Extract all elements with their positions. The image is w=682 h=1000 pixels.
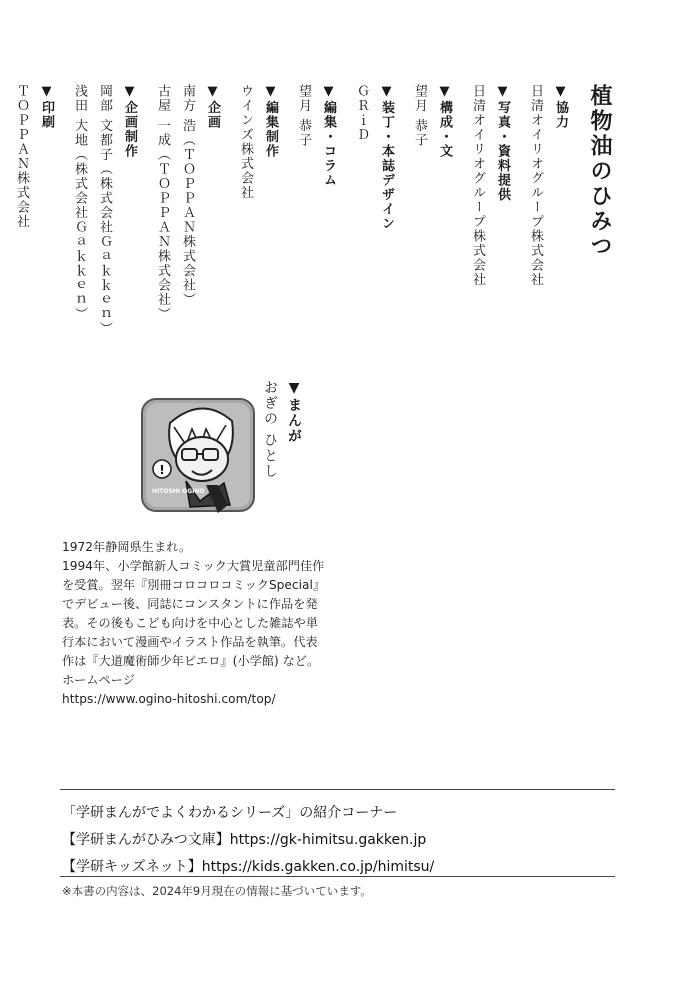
series-link-himitsu[interactable]: 【学研まんがひみつ文庫】https://gk-himitsu.gakken.jp [62, 832, 427, 848]
top-divider [60, 789, 615, 790]
credit-value: 浅田 大地（株式会社Ｇａｋｋｅｎ） [72, 84, 87, 322]
credit-value: 南方 浩（ＴＯＰＰＡＮ株式会社） [180, 84, 195, 308]
credit-heading: ▼編集・コラム [321, 84, 336, 188]
credit-heading: ▼構成・文 [437, 84, 452, 159]
credit-value: 古屋 一成（ＴＯＰＰＡＮ株式会社） [155, 84, 170, 322]
credits-block [1, 84, 612, 544]
series-intro [62, 800, 434, 881]
credit-heading: ▼編集制作 [263, 84, 278, 159]
footnote: ※本書の内容は、2024年9月現在の情報に基づいています。 [62, 884, 372, 898]
credit-value: ＧＲｉＤ [354, 84, 369, 142]
bio-line: 行本において漫画やイラスト作品を執筆。代表 [62, 635, 318, 649]
credit-value: 望月 恭子 [296, 84, 311, 148]
manga-artist-name: おぎの ひとし [262, 380, 278, 479]
book-title: 植物油のひみつ [587, 84, 612, 259]
manga-credit [258, 380, 306, 520]
homepage-link[interactable]: https://www.ogino-hitoshi.com/top/ [62, 692, 276, 706]
bio-line: 1972年静岡県生まれ。 [62, 540, 192, 554]
artist-bio [62, 538, 352, 709]
credit-value: ウインズ株式会社 [238, 84, 253, 200]
credit-value: 岡部 文都子（株式会社Ｇａｋｋｅｎ） [97, 84, 112, 337]
bio-line: でデビュー後、同誌にコンスタントに作品を発 [62, 597, 318, 611]
bio-line: ホームページ [62, 673, 135, 687]
bio-line: を受賞。翌年『別冊コロコロコミックSpecial』 [62, 578, 326, 592]
bio-line: 1994年、小学館新人コミック大賞児童部門佳作 [62, 559, 325, 573]
series-heading: 「学研まんがでよくわかるシリーズ」の紹介コーナー [62, 805, 398, 821]
credit-heading: ▼印刷 [39, 84, 54, 130]
bottom-divider [60, 876, 615, 877]
series-link-kidsnet[interactable]: 【学研キッズネット】https://kids.gakken.co.jp/himitsu/ [62, 859, 435, 875]
credit-heading: ▼写真・資料提供 [495, 84, 510, 202]
svg-text:!: ! [159, 463, 165, 477]
credit-heading: ▼協力 [553, 84, 568, 130]
credit-value: 日清オイリオグループ株式会社 [470, 84, 485, 287]
credit-value: ＴＯＰＰＡＮ株式会社 [14, 84, 29, 229]
avatar-badge-text: HITOSHI OGINO [152, 488, 205, 495]
artist-avatar [140, 393, 258, 515]
credit-heading: ▼装丁・本誌デザイン [379, 84, 394, 231]
credit-value: 日清オイリオグループ株式会社 [528, 84, 543, 287]
credit-heading: ▼企画 [205, 84, 220, 130]
bio-line: 作は『大道魔術師少年ピエロ』(小学館) など。 [62, 654, 320, 668]
credit-heading: ▼企画制作 [122, 84, 137, 159]
bio-line: 表。その後もこども向けを中心とした雑誌や単 [62, 616, 318, 630]
credit-value: 望月 恭子 [412, 84, 427, 148]
manga-heading: ▼まんが [286, 380, 302, 444]
